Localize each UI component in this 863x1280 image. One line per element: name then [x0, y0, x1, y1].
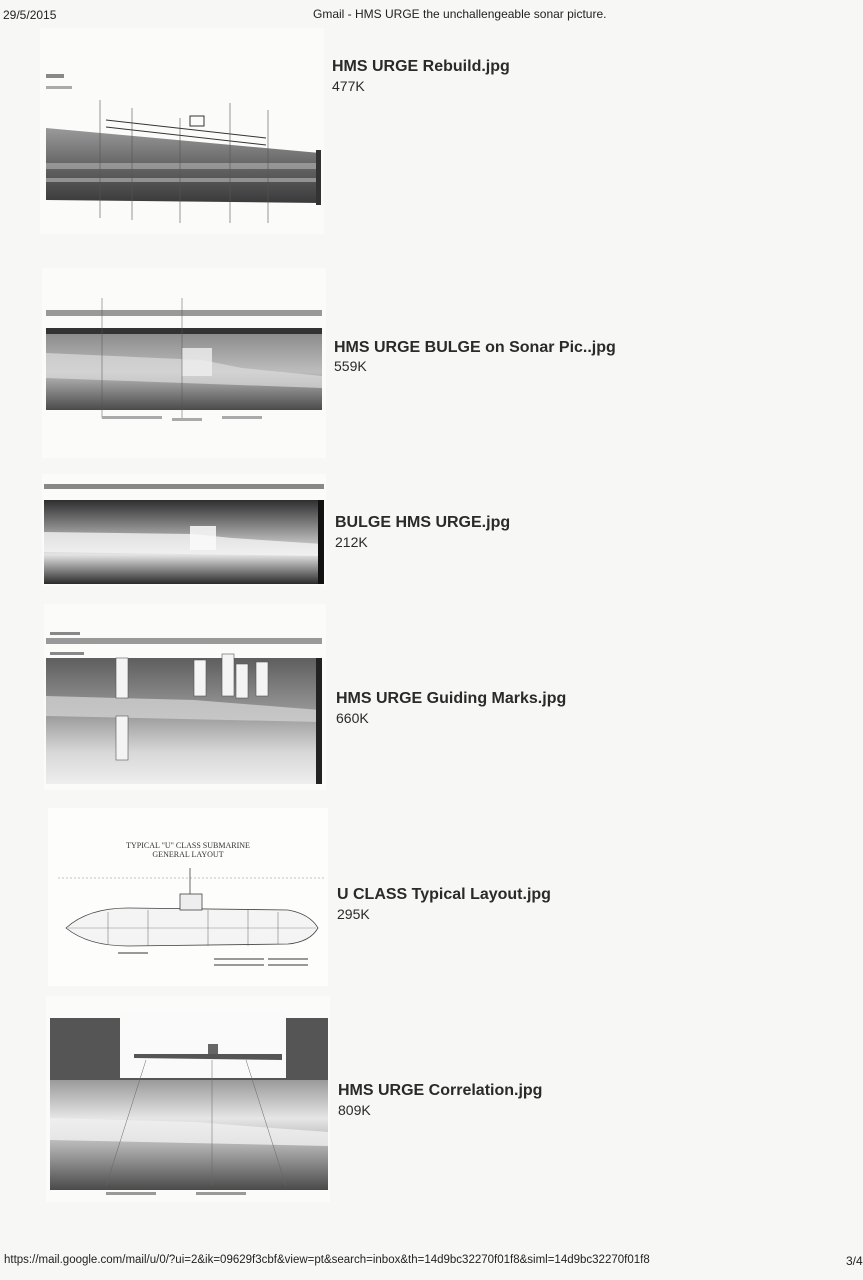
attachment-filename[interactable]: BULGE HMS URGE.jpg	[335, 514, 511, 531]
attachment-thumbnail-bulge[interactable]	[42, 474, 326, 586]
attachment-filename[interactable]: HMS URGE Correlation.jpg	[338, 1082, 543, 1099]
print-url: https://mail.google.com/mail/u/0/?ui=2&ik=09629f3cbf&view=pt&search=inbox&th=14d9bc32270f01f8&siml=14d9bc32270f01f8	[4, 1254, 650, 1266]
attachment-thumbnail-u-class-layout[interactable]	[48, 808, 328, 986]
attachment-size: 809K	[338, 1102, 371, 1118]
page-number: 3/4	[846, 1254, 863, 1268]
attachment-filename[interactable]: U CLASS Typical Layout.jpg	[337, 886, 551, 903]
attachment-filename[interactable]: HMS URGE BULGE on Sonar Pic..jpg	[334, 339, 616, 356]
attachment-thumbnail-bulge-on-sonar[interactable]	[42, 268, 326, 458]
attachment-filename[interactable]: HMS URGE Guiding Marks.jpg	[336, 690, 567, 707]
attachment-size: 559K	[334, 358, 367, 374]
attachment-size: 477K	[332, 78, 365, 94]
sonar-image	[44, 604, 326, 790]
attachment-thumbnail-guiding-marks[interactable]	[44, 604, 326, 790]
attachment-size: 660K	[336, 710, 369, 726]
attachment-thumbnail-correlation[interactable]	[46, 996, 330, 1202]
sonar-image	[42, 474, 326, 586]
attachment-thumbnail-rebuild[interactable]	[40, 28, 324, 234]
sonar-image	[42, 268, 326, 458]
submarine-drawing	[48, 808, 328, 986]
layout-title: TYPICAL "U" CLASS SUBMARINE	[126, 841, 250, 850]
print-title: Gmail - HMS URGE the unchallengeable sonar picture.	[313, 7, 607, 21]
sonar-image	[46, 996, 330, 1202]
attachment-filename[interactable]: HMS URGE Rebuild.jpg	[332, 58, 510, 75]
attachment-size: 295K	[337, 906, 370, 922]
print-date: 29/5/2015	[3, 8, 57, 22]
sonar-image	[40, 28, 324, 234]
layout-subtitle: GENERAL LAYOUT	[152, 850, 224, 859]
attachment-size: 212K	[335, 534, 368, 550]
